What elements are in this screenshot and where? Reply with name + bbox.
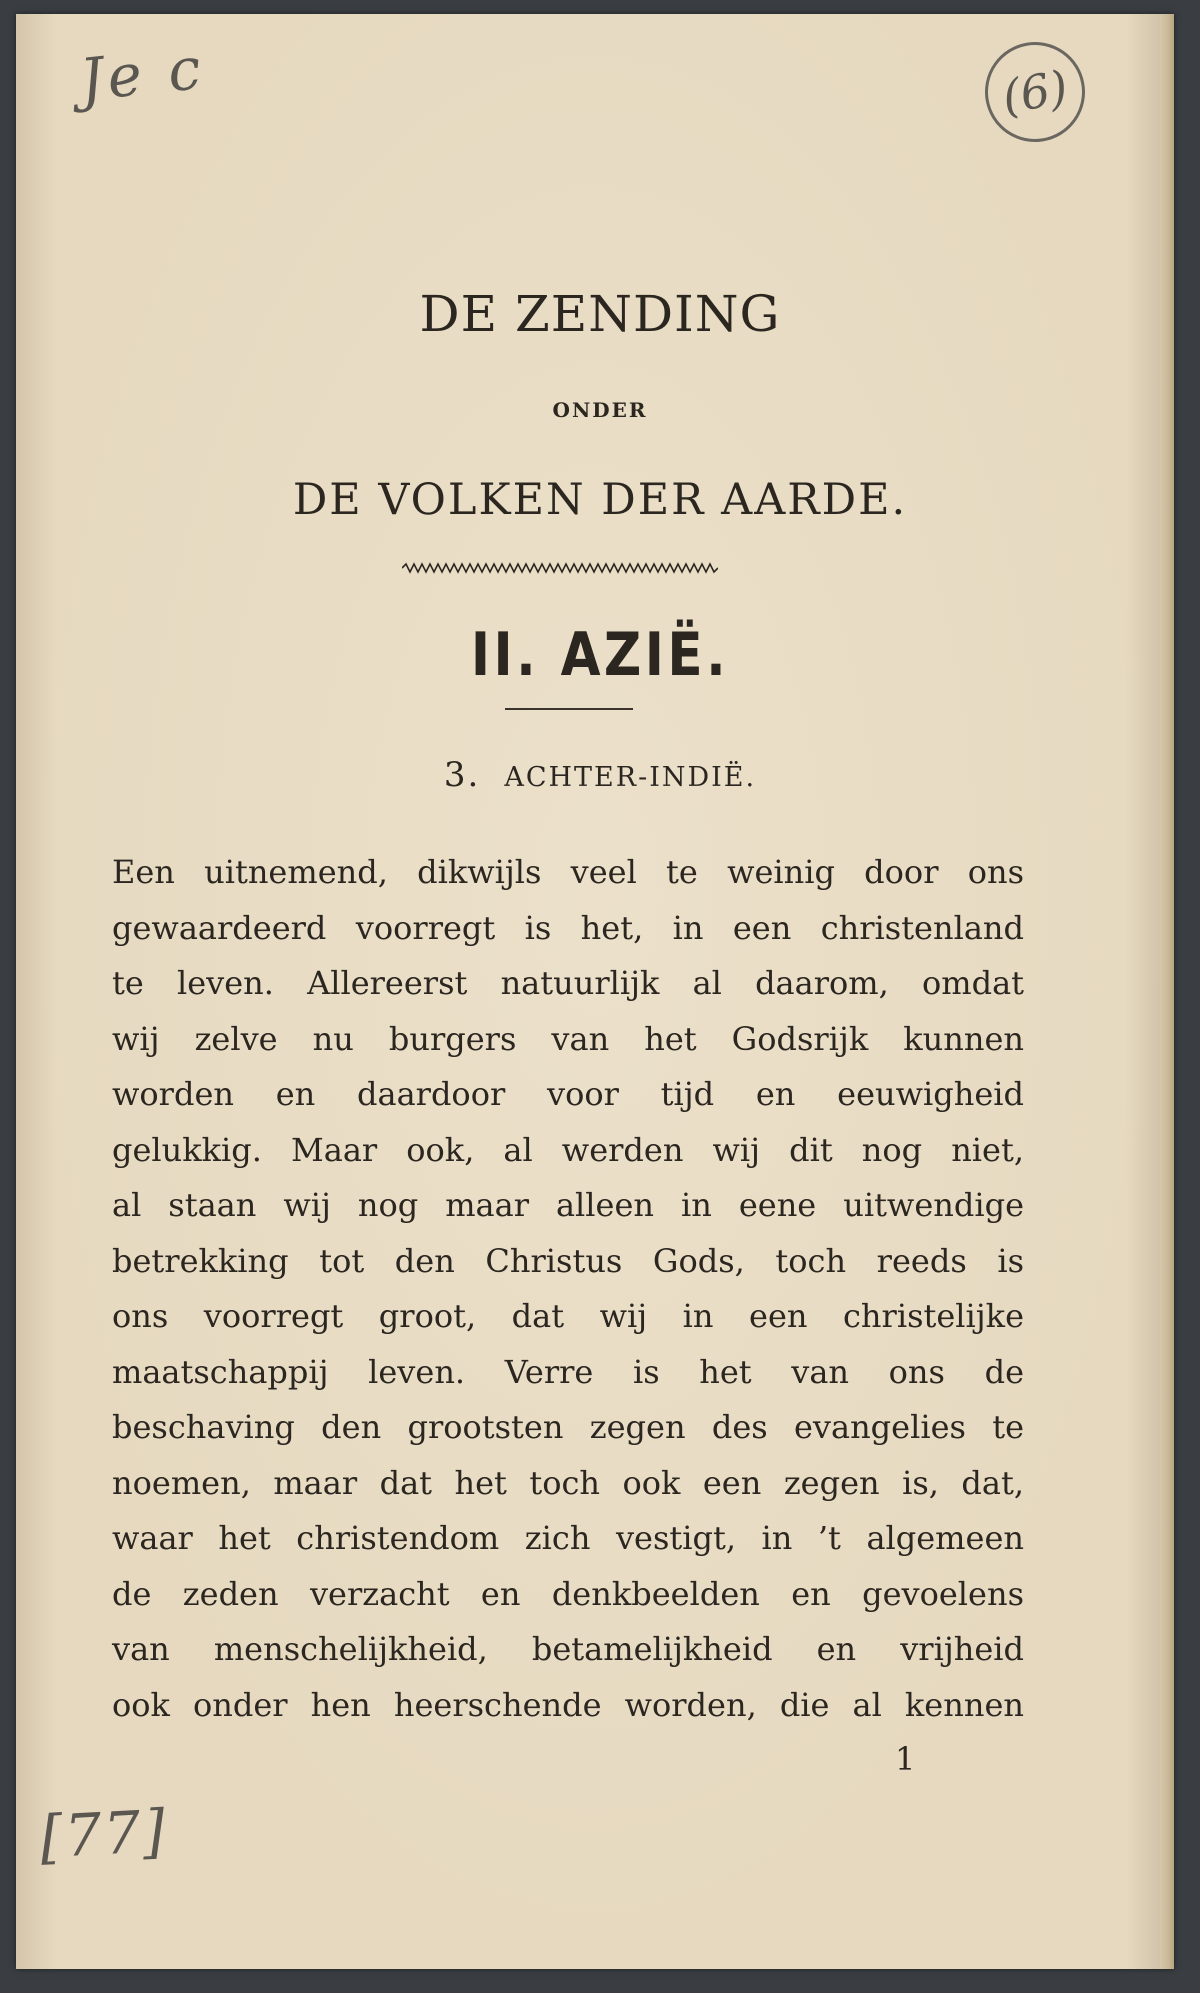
section-title: ACHTER-INDIË. bbox=[504, 762, 757, 793]
text-line: gelukkig. Maar ook, al werden wij dit nog niet, bbox=[112, 1130, 1024, 1169]
text-line: waar het christendom zich vestigt, in ’t algemeen bbox=[112, 1519, 1024, 1557]
section-number: 3. bbox=[443, 755, 481, 795]
text-line: wij zelve nu burgers van het Godsrijk kunnen bbox=[112, 1019, 1024, 1058]
wavy-divider bbox=[402, 560, 718, 576]
page-title: DE ZENDING bbox=[419, 285, 781, 343]
page-subtitle: DE VOLKEN DER AARDE. bbox=[292, 475, 908, 525]
section-heading bbox=[0, 755, 1200, 795]
text-line: gewaardeerd voorregt is het, in een christenland bbox=[112, 908, 1024, 947]
text-line: worden en daardoor voor tijd en eeuwigheid bbox=[112, 1075, 1024, 1113]
text-line: maatschappij leven. Verre is het van ons de bbox=[112, 1352, 1024, 1391]
text-line: betrekking tot den Christus Gods, toch reeds is bbox=[112, 1241, 1024, 1280]
pencil-annotation-bottom-left: [77] bbox=[38, 1796, 169, 1872]
page-number: 1 bbox=[895, 1740, 916, 1778]
text-line: van menschelijkheid, betamelijkheid en vrijheid bbox=[112, 1630, 1024, 1668]
part-heading: II. AZIË. bbox=[470, 620, 730, 690]
text-line: ook onder hen heerschende worden, die al kennen bbox=[112, 1685, 1024, 1724]
body-paragraph bbox=[112, 845, 1024, 1733]
text-line: beschaving den grootsten zegen des evangelies te bbox=[112, 1408, 1024, 1446]
text-line: Een uitnemend, dikwijls veel te weinig door ons bbox=[112, 853, 1024, 891]
heading-rule bbox=[505, 708, 633, 710]
text-line: de zeden verzacht en denkbeelden en gevoelens bbox=[112, 1574, 1024, 1613]
text-line: noemen, maar dat het toch ook een zegen is, dat, bbox=[112, 1463, 1024, 1502]
text-line: al staan wij nog maar alleen in eene uitwendige bbox=[112, 1186, 1024, 1224]
pencil-annotation-top-right: (6) bbox=[977, 34, 1093, 150]
text-line: ons voorregt groot, dat wij in een christelijke bbox=[112, 1297, 1024, 1335]
text-line: te leven. Allereerst natuurlijk al daarom, omdat bbox=[112, 964, 1024, 1002]
pencil-annotation-top-left: Je c bbox=[76, 33, 208, 115]
title-connector: ONDER bbox=[552, 398, 648, 422]
